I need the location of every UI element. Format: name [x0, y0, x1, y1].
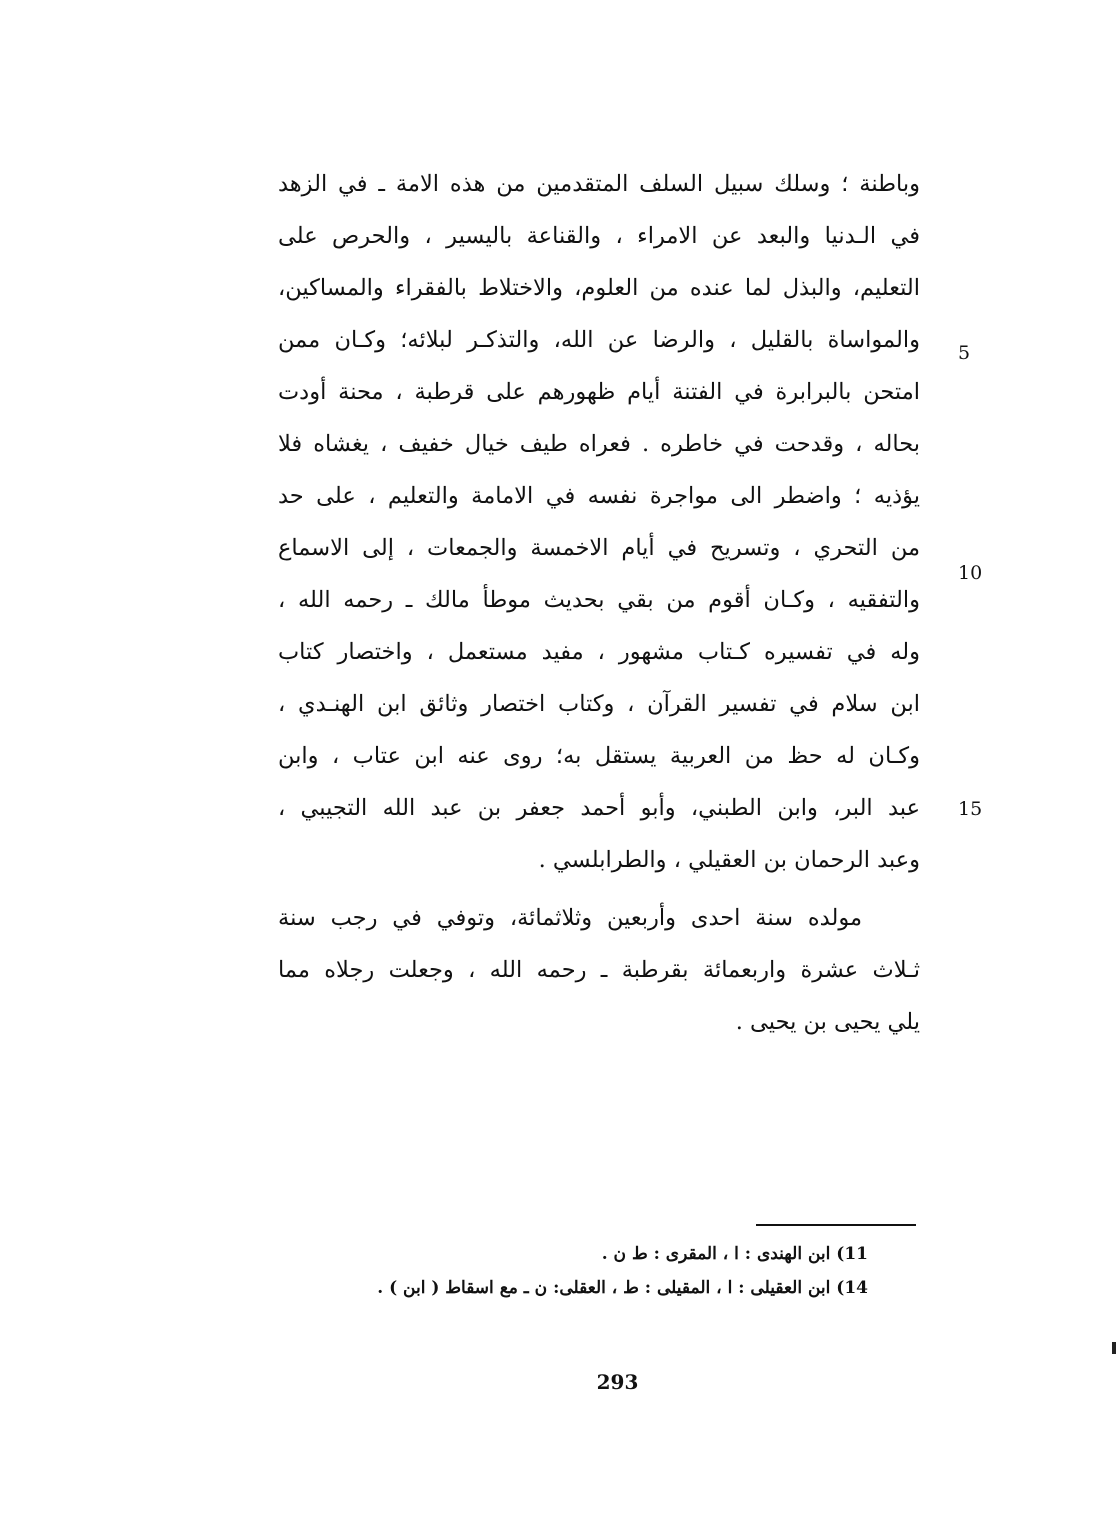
body-line: من التحري ، وتسريح في أيام الاخمسة والجمعات ، إلى الاسماع: [278, 535, 920, 561]
body-line: وباطنة ؛ وسلك سبيل السلف المتقدمين من هذه الامة ـ في الزهد: [278, 171, 920, 197]
body-line: يؤذيه ؛ واضطر الى مواجرة نفسه في الامامة والتعليم ، على حد: [278, 483, 920, 509]
scan-edge-mark: [1112, 1342, 1116, 1354]
body-line: في الـدنيا والبعد عن الامراء ، والقناعة باليسير ، والحرص على: [278, 223, 920, 249]
body-line: عبد البر، وابن الطبني، وأبو أحمد جعفر بن عبد الله التجيبي ،: [278, 795, 920, 821]
body-line: بحاله ، وقدحت في خاطره . فعراه طيف خيال خفيف ، يغشاه فلا: [278, 431, 920, 457]
footnote: 11) ابن الهندى : ا ، المقرى : ط ن .: [601, 1244, 868, 1264]
body-line: امتحن بالبرابرة في الفتنة أيام ظهورهم على قرطبة ، محنة أودت: [278, 379, 920, 405]
body-line: التعليم، والبذل لما عنده من العلوم، والاختلاط بالفقراء والمساكين،: [278, 275, 920, 301]
footnote-divider: [756, 1224, 916, 1226]
line-number: 10: [958, 562, 983, 584]
footnote: 14) ابن العقيلى : ا ، المقيلى : ط ، العقلى: ن ـ مع اسقاط ( ابن ) .: [377, 1278, 868, 1298]
body-line: ابن سلام في تفسير القرآن ، وكتاب اختصار وثائق ابن الهنـدي ،: [278, 691, 920, 717]
body-line: وكـان له حظ من العربية يستقل به؛ روى عنه ابن عتاب ، وابن: [278, 743, 920, 769]
line-number: 15: [958, 798, 983, 820]
body-line: والمواساة بالقليل ، والرضا عن الله، والتذكـر لبلائه؛ وكـان ممن: [278, 327, 920, 353]
body-line: والتفقيه ، وكـان أقوم من بقي بحديث موطأ مالك ـ رحمه الله ،: [278, 587, 920, 613]
body-line: مولده سنة احدى وأربعين وثلاثمائة، وتوفي في رجب سنة: [278, 905, 862, 931]
body-line: وعبد الرحمان بن العقيلي ، والطرابلسي .: [538, 847, 920, 873]
line-number: 5: [958, 342, 971, 364]
page-number: 293: [596, 1370, 639, 1394]
body-line: وله في تفسيره كـتاب مشهور ، مفيد مستعمل ، واختصار كتاب: [278, 639, 920, 665]
body-text: [278, 158, 920, 1048]
body-line: ثـلاث عشرة واربعمائة بقرطبة ـ رحمه الله ، وجعلت رجلاه مما: [278, 957, 920, 983]
body-line: يلي يحيى بن يحيى .: [735, 1009, 920, 1035]
